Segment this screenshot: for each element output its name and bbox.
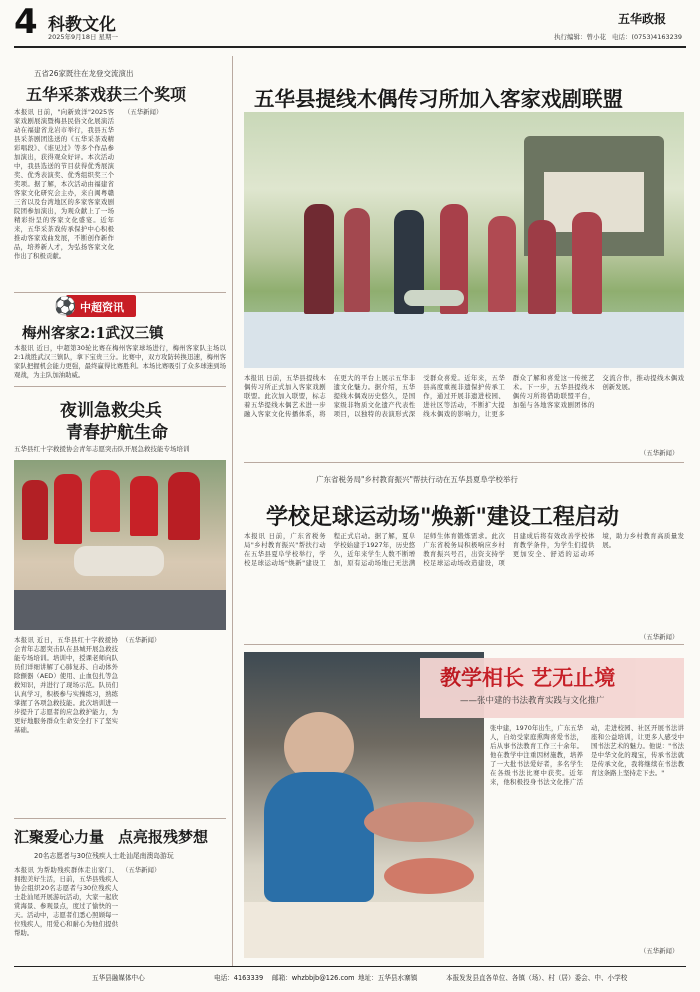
love-subhead: 20名志愿者与30位残疾人士赴汕尾南澳岛游玩 <box>34 852 174 860</box>
page-number: 4 <box>14 2 38 42</box>
tea-body-col2 <box>124 108 222 294</box>
love-body: 本报讯 为帮助残疾群体走出家门、拥抱美好生活，日前，五华县残疾人协会组织20名志愿者与30位残疾人士赴汕尾开展游玩活动，大家一起欣赏海景、参观景点，度过了愉快的一天。活动中，志愿者们悉心照顾每一位残疾人，用爱心和耐心为他们提供帮助。 <box>14 866 118 937</box>
football-byline: （五华新闻） <box>640 633 679 641</box>
football-headline: 学校足球运动场"焕新"建设工程启动 <box>266 504 619 530</box>
column-divider <box>232 56 233 966</box>
footer-rule <box>14 966 686 967</box>
left-divider-3 <box>14 818 226 819</box>
right-divider-2 <box>244 644 684 645</box>
paper-name: 五华政报 <box>618 12 667 26</box>
footer-distribution: 本报发发县直各单位、各镇（场）、村（居）委会、中、小学校 <box>446 974 628 982</box>
teacher-body: 张中建，1970年出生，广东五华人，自幼受家庭熏陶喜爱书法，后从事书法教育工作三十余年。他在教学中注重因材施教，培养了一大批书法爱好者，多名学生在各级书法比赛中获奖。近年来，他积极投身书法文化推广活动，走进校园、社区开展书法讲座和公益培训，让更多人感受中国书法艺术的魅力。他说："书法是中华文化的瑰宝，传承书法就是传承文化，我将继续在书法教育这条路上坚持走下去。" <box>490 724 684 786</box>
training-headline-1: 夜训急救尖兵 <box>60 401 162 421</box>
section-title: 科教文化 <box>48 15 116 35</box>
tea-byline: （五华新闻） <box>124 108 163 116</box>
training-byline: （五华新闻） <box>122 636 161 644</box>
tea-headline: 五华采茶戏获三个奖项 <box>26 85 187 104</box>
training-headline-2: 青春护航生命 <box>66 423 168 443</box>
masthead-date: 2025年9月18日 星期一 <box>48 33 119 41</box>
love-byline: （五华新闻） <box>122 866 161 874</box>
footer-org: 五华县融媒体中心 <box>92 974 145 982</box>
training-photo <box>14 460 226 630</box>
love-body-col2 <box>122 866 226 962</box>
tea-kicker: 五省26家既往在龙登交流演出 <box>34 69 134 78</box>
soccer-ball-icon: ⚽ <box>54 296 77 317</box>
teacher-byline: （五华新闻） <box>640 947 679 955</box>
zhongchao-banner <box>54 295 136 317</box>
football-kicker: 广东省税务局"乡村教育振兴"帮扶行动在五华县夏阜学校举行 <box>316 475 518 484</box>
teacher-subhead: ——张中建的书法教育实践与文化推广 <box>460 696 605 706</box>
masthead <box>14 2 686 46</box>
footer <box>14 972 686 986</box>
right-divider-1 <box>244 462 684 463</box>
teacher-headline: 教学相长 艺无止境 <box>440 665 616 690</box>
troupe-byline: （五华新闻） <box>640 449 679 457</box>
training-body: 本报讯 近日，五华县红十字救援协会青年志愿突击队在县城开展急救技能专场培训。培训中，授课老师向队员们详细讲解了心肺复苏、自动体外除颤器（AED）使用、止血包扎等急救知识，并进行了现场示范。队员们认真学习，积极参与实操练习，熟练掌握了各项急救技能。此次培训进一步提升了志愿者的应急救护能力，为更好地服务群众生命安全打下了坚实基础。 <box>14 636 118 734</box>
footer-email: 邮箱：whzbbjb@126.com <box>272 974 355 982</box>
troupe-body: 本报讯 日前，五华县提线木偶传习所正式加入客家戏剧联盟。此次加入联盟，标志着五华提线木偶艺术进一步融入客家文化传播体系，将在更大的平台上展示五华非遗文化魅力。据介绍，五华提线木偶戏历史悠久，是国家级非物质文化遗产代表性项目，以独特的表演形式深受群众喜爱。近年来，五华县高度重视非遗保护传承工作，通过开展非遗进校园、进社区等活动，不断扩大提线木偶戏的影响力，让更多群众了解和喜爱这一传统艺术。下一步，五华县提线木偶传习所将借助联盟平台，加强与各地客家戏剧团体的交流合作，推动提线木偶戏创新发展。 <box>244 374 684 418</box>
left-divider-2 <box>14 386 226 387</box>
football-body: 本报讯 日前，广东省税务局"乡村教育振兴"帮扶行动在五华县夏阜学校举行，学校足球运动场"焕新"建设工程正式启动。据了解，夏阜学校始建于1927年，历史悠久，近年来学生人数不断增加，原有运动场地已无法满足师生体育锻炼需求。此次广东省税务局积极响应乡村教育振兴号召，出资支持学校足球运动场改造建设，项目建成后将有效改善学校体育教学条件，为学生们提供更加安全、舒适的运动环境，助力乡村教育高质量发展。 <box>244 532 684 567</box>
zhongchao-banner-label: 中超资讯 <box>80 301 124 314</box>
masthead-phone: 电话：(0753)4163239 <box>612 33 683 41</box>
left-divider-1 <box>14 292 226 293</box>
masthead-editor: 执行编辑：曾小花 <box>554 33 606 41</box>
footer-address: 地址：五华县水寨镇 <box>358 974 418 982</box>
footer-phone: 电话：4163339 <box>214 974 264 982</box>
troupe-headline: 五华县提线木偶传习所加入客家戏剧联盟 <box>254 87 623 111</box>
zhongchao-headline: 梅州客家2:1武汉三镇 <box>22 325 164 342</box>
troupe-photo <box>244 112 684 368</box>
training-subhead: 五华县红十字救援协会青年志愿突击队开展急救技能专场培训 <box>14 445 190 453</box>
love-headline-left: 汇聚爱心力量 <box>14 828 105 846</box>
teacher-headline-box <box>420 658 684 718</box>
tea-body: 本报讯 日前，"向新致洋"2025客家戏剧展演暨梅县民俗文化展演活动在福建省龙岩市举行，我县五华县采茶剧团选送的《五华采茶戏精彩唱段》、《谁见过》等多个作品参加演出，获得观众好评。本次活动中，我县选送的节目获得优秀展演奖、优秀表演奖、优秀组织奖三个奖项。据了解，本次活动由福建省客家文化研究会主办，来自闽粤赣三省以及台湾地区的多家客家戏剧院团参加演出，为观众献上了一场精彩纷呈的客家文化盛宴。近年来，五华采茶戏传承保护中心积极推动客家戏曲发展，不断创作新作品，培养新人才，为弘扬客家文化作出了积极贡献。 <box>14 108 114 260</box>
masthead-rule <box>14 46 686 48</box>
zhongchao-body: 本报讯 近日，中超第30轮比赛在梅州客家球场进行，梅州客家队主场以2:1战胜武汉三镇队，拿下宝贵三分。比赛中，双方攻防转换迅速，梅州客家队把握机会能力更强，最终赢得比赛胜利。本场比赛吸引了众多球迷到场观战，为主队加油助威。 <box>14 344 226 379</box>
training-body-col2 <box>122 636 226 812</box>
love-headline-right: 点亮报残梦想 <box>118 828 209 846</box>
